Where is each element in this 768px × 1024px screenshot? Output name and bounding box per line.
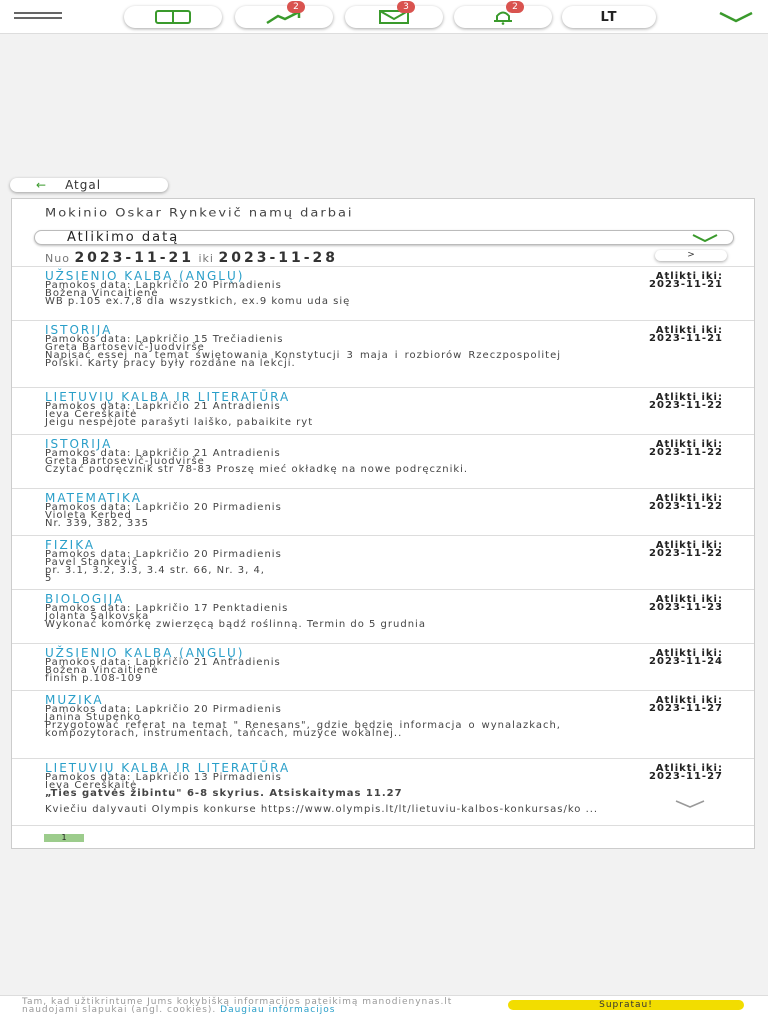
subject-link[interactable]: UŽSIENIO KALBA (ANGLŲ): [45, 646, 245, 660]
chevron-down-icon[interactable]: [674, 799, 706, 809]
teacher-name: Jolanta Šalkovska: [45, 611, 150, 622]
due-date: Atlikti iki: 2023-11-22: [649, 540, 723, 559]
lesson-date: Pamokos data: Lapkričio 20 Pirmadienis: [45, 704, 282, 715]
notifications-badge: 2: [506, 1, 524, 13]
teacher-name: Ieva Čereškaitė: [45, 780, 138, 791]
due-date: Atlikti iki: 2023-11-23: [649, 594, 723, 613]
teacher-name: Greta Bartosevič-Juodvirše: [45, 456, 205, 467]
due-date: Atlikti iki: 2023-11-21: [649, 325, 723, 344]
list-item: [12, 643, 754, 690]
chevron-down-icon: [691, 234, 719, 242]
date-range: [45, 250, 338, 266]
lesson-date: Pamokos data: Lapkričio 21 Antradienis: [45, 657, 281, 668]
progress-badge: 2: [287, 1, 305, 13]
due-date: Atlikti iki: 2023-11-24: [649, 648, 723, 667]
due-date: Atlikti iki: 2023-11-21: [649, 271, 723, 290]
arrow-left-icon: ←: [36, 178, 48, 192]
back-label: Atgal: [65, 178, 102, 192]
teacher-name: Ieva Čereškaitė: [45, 409, 138, 420]
messages-button[interactable]: [345, 2, 443, 28]
chevron-down-icon[interactable]: [718, 9, 754, 25]
task-text: finish p.108-109: [45, 673, 143, 684]
task-text: Napisać essej na temat świętowania Konstytucji 3 maja i rozbiorów Rzeczpospolitej Polski. Karty pracy były rozdane na lekcji.: [45, 350, 561, 369]
subject-link[interactable]: MUZIKA: [45, 693, 104, 707]
lesson-date: Pamokos data: Lapkričio 21 Antradienis: [45, 448, 281, 459]
subject-link[interactable]: MATEMATIKA: [45, 491, 142, 505]
list-item: [12, 690, 754, 758]
sort-select[interactable]: [34, 230, 734, 245]
cookie-accept-button[interactable]: Supratau!: [508, 1000, 744, 1010]
back-button[interactable]: [10, 178, 168, 192]
language-button[interactable]: [562, 6, 656, 28]
date-from[interactable]: 2023-11-21: [74, 250, 194, 266]
list-item: [12, 387, 754, 434]
teacher-name: Violeta Kerbed: [45, 510, 132, 521]
lesson-date: Pamokos data: Lapkričio 21 Antradienis: [45, 401, 281, 412]
task-text-more: Kviečiu dalyvauti Olympis konkurse https://www.olympis.lt/lt/lietuviu-kalbos-konkursas/ko ...: [45, 804, 599, 815]
subject-link[interactable]: FIZIKA: [45, 538, 96, 552]
cookie-text: Tam, kad užtikrintume Jums kokybišką informacijos pateikimą manodienynas.lt naudojami slapukai (angl. cookies). Daugiau informacijos: [22, 997, 453, 1015]
task-text: „Ties gatvės žibintu" 6-8 skyrius. Atsiskaitymas 11.27: [45, 788, 403, 799]
teacher-name: Greta Bartosevič-Juodvirše: [45, 342, 205, 353]
task-text: Czytać podręcznik str 78-83 Proszę mieć okładkę na nowe podręczniki.: [45, 464, 469, 475]
due-date: Atlikti iki: 2023-11-27: [649, 763, 723, 782]
task-text: Przygotować referat na temat " Renesans", gdzie będzie informacja o wynalazkach, kompozytorach, instrumentach, tańcach, muzyce wokalnej..: [45, 720, 561, 739]
language-label: LT: [600, 9, 618, 25]
list-item: [12, 488, 754, 535]
book-icon: [153, 9, 193, 25]
lesson-date: Pamokos data: Lapkričio 20 Pirmadienis: [45, 502, 282, 513]
messages-badge: 3: [397, 1, 415, 13]
teacher-name: Božena Vincaitienė: [45, 288, 159, 299]
list-item: [12, 434, 754, 488]
pagination-page[interactable]: 1: [44, 834, 84, 842]
top-bar: [0, 0, 768, 34]
task-text: Nr. 339, 382, 335: [45, 518, 150, 529]
list-item: [12, 320, 754, 387]
menu-icon[interactable]: [14, 9, 64, 25]
cookie-info-link[interactable]: Daugiau informacijos: [220, 1005, 336, 1015]
lesson-date: Pamokos data: Lapkričio 17 Penktadienis: [45, 603, 289, 614]
diary-button[interactable]: [124, 6, 222, 28]
subject-link[interactable]: ISTORIJA: [45, 437, 113, 451]
list-item: [12, 589, 754, 643]
due-date: Atlikti iki: 2023-11-22: [649, 493, 723, 512]
task-text: pr. 3.1, 3.2, 3.3, 3.4 str. 66, Nr. 3, 4, 5: [45, 565, 265, 584]
list-item: [12, 266, 754, 320]
lesson-date: Pamokos data: Lapkričio 13 Pirmadienis: [45, 772, 282, 783]
subject-link[interactable]: UŽSIENIO KALBA (ANGLŲ): [45, 269, 245, 283]
cookie-banner: [0, 995, 768, 1024]
due-date: Atlikti iki: 2023-11-27: [649, 695, 723, 714]
date-to-label: iki: [198, 252, 214, 265]
lesson-date: Pamokos data: Lapkričio 20 Pirmadienis: [45, 549, 282, 560]
subject-link[interactable]: LIETUVIŲ KALBA IR LITERATŪRA: [45, 390, 291, 404]
olympis-link[interactable]: https://www.olympis.lt/lt/lietuviu-kalbos-konkursas/ko: [260, 804, 582, 815]
lesson-date: Pamokos data: Lapkričio 20 Pirmadienis: [45, 280, 282, 291]
task-text: Wykonać komórkę zwierzęcą bądź roślinną. Termin do 5 grudnia: [45, 619, 426, 630]
due-date: Atlikti iki: 2023-11-22: [649, 392, 723, 411]
subject-link[interactable]: BIOLOGIJA: [45, 592, 125, 606]
next-week-button[interactable]: >: [655, 250, 727, 261]
homework-list: [12, 266, 754, 826]
list-item: [12, 535, 754, 589]
teacher-name: Božena Vincaitienė: [45, 665, 159, 676]
teacher-name: Janina Stupenko: [45, 712, 141, 723]
task-text: Jeigu nespėjote parašyti laiško, pabaikite ryt: [45, 417, 314, 428]
notifications-button[interactable]: [454, 2, 552, 28]
subject-link[interactable]: ISTORIJA: [45, 323, 113, 337]
sort-select-value: Atlikimo datą: [67, 230, 180, 245]
list-item: [12, 758, 754, 826]
subject-link[interactable]: LIETUVIŲ KALBA IR LITERATŪRA: [45, 761, 291, 775]
progress-button[interactable]: [235, 2, 333, 28]
date-from-label: Nuo: [45, 252, 70, 265]
homework-panel: [11, 198, 755, 849]
lesson-date: Pamokos data: Lapkričio 15 Trečiadienis: [45, 334, 284, 345]
page-title: Mokinio Oskar Rynkevič namų darbai: [45, 207, 354, 220]
due-date: Atlikti iki: 2023-11-22: [649, 439, 723, 458]
task-text: WB p.105 ex.7,8 dla wszystkich, ex.9 komu uda się: [45, 296, 351, 307]
teacher-name: Pavel Stankevič: [45, 557, 139, 568]
date-to[interactable]: 2023-11-28: [218, 250, 339, 266]
